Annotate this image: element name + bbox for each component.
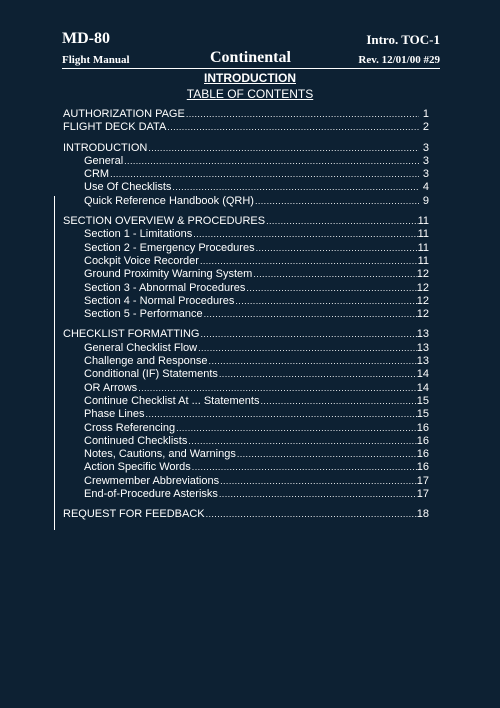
toc-leader-dots — [166, 121, 419, 134]
toc-entry-label: End-of-Procedure Asterisks — [84, 488, 218, 501]
toc-entry-label: CRM — [84, 168, 110, 181]
toc-subentry[interactable] — [63, 295, 429, 308]
toc-subentry[interactable] — [63, 168, 429, 181]
toc-leader-dots — [185, 108, 419, 121]
toc-page-number: 15 — [416, 408, 429, 421]
manual-name: Flight Manual — [62, 54, 130, 66]
toc-leader-dots — [171, 181, 419, 194]
toc-entry-label: Conditional (IF) Statements — [84, 368, 218, 381]
toc-subentry[interactable] — [63, 382, 429, 395]
toc-entry-label: Action Specific Words — [84, 461, 191, 474]
toc-subentry[interactable] — [63, 228, 429, 241]
toc-entry-label: Phase Lines — [84, 408, 145, 421]
toc-entry-label: Quick Reference Handbook (QRH) — [84, 194, 254, 207]
toc-leader-dots — [265, 215, 417, 228]
toc-entry-label: Section 4 - Normal Procedures — [84, 294, 235, 307]
toc-page-number: 12 — [416, 281, 429, 294]
page-subtitle: TABLE OF CONTENTS — [186, 87, 314, 101]
toc-entry-label: General Checklist Flow — [84, 341, 198, 354]
toc-subentry[interactable] — [63, 395, 429, 408]
toc-page-number: 17 — [416, 474, 429, 487]
toc-leader-dots — [147, 142, 419, 155]
toc-leader-dots — [192, 228, 417, 241]
toc-subentry[interactable] — [63, 461, 429, 474]
toc-subentry[interactable] — [63, 355, 429, 368]
toc-entry-label: General — [84, 154, 124, 167]
toc-page-number: 11 — [417, 254, 429, 267]
table-of-contents — [63, 108, 429, 522]
toc-entry-label: INTRODUCTION — [63, 141, 148, 154]
toc-subentry[interactable] — [63, 155, 429, 168]
toc-entry[interactable] — [63, 108, 429, 121]
toc-entry-label: OR Arrows — [84, 381, 138, 394]
page-header — [62, 50, 440, 69]
toc-leader-dots — [259, 395, 416, 408]
toc-entry-label: Crewmember Abbreviations — [84, 474, 220, 487]
toc-page-number: 11 — [417, 215, 429, 228]
toc-subentry[interactable] — [63, 475, 429, 488]
toc-page-number: 16 — [416, 434, 429, 447]
toc-page-number: 11 — [417, 241, 429, 254]
toc-leader-dots — [137, 382, 417, 395]
toc-leader-dots — [187, 435, 416, 448]
toc-subentry[interactable] — [63, 408, 429, 421]
toc-entry-label: Continue Checklist At ... Statements — [84, 394, 260, 407]
toc-leader-dots — [252, 268, 416, 281]
toc-entry[interactable] — [63, 121, 429, 134]
toc-page-number: 3 — [422, 154, 429, 167]
toc-entry[interactable] — [63, 508, 429, 521]
page-title: INTRODUCTION — [204, 71, 296, 85]
toc-leader-dots — [219, 475, 417, 488]
toc-leader-dots — [205, 508, 417, 521]
toc-leader-dots — [236, 448, 417, 461]
toc-entry-label: Ground Proximity Warning System — [84, 268, 253, 281]
toc-page-number: 16 — [416, 461, 429, 474]
toc-subentry[interactable] — [63, 308, 429, 321]
toc-entry-label: Use Of Checklists — [84, 181, 172, 194]
toc-leader-dots — [200, 328, 417, 341]
toc-page-number: 13 — [416, 328, 429, 341]
toc-subentry[interactable] — [63, 422, 429, 435]
toc-page-number: 2 — [422, 121, 429, 134]
airline-name: Continental — [210, 49, 291, 66]
toc-leader-dots — [109, 168, 419, 181]
toc-subentry[interactable] — [63, 255, 429, 268]
toc-entry-label: SECTION OVERVIEW & PROCEDURES — [63, 215, 266, 228]
toc-page-number: 9 — [422, 194, 429, 207]
toc-subentry[interactable] — [63, 195, 429, 208]
toc-subentry[interactable] — [63, 435, 429, 448]
toc-page-number: 18 — [416, 508, 429, 521]
toc-page-number: 16 — [416, 421, 429, 434]
toc-entry-label: Continued Checklists — [84, 434, 188, 447]
toc-page-number: 16 — [416, 448, 429, 461]
toc-page-number: 13 — [416, 341, 429, 354]
toc-entry-label: Section 2 - Emergency Procedures — [84, 241, 255, 254]
toc-leader-dots — [255, 242, 418, 255]
toc-leader-dots — [218, 488, 417, 501]
aircraft-model: MD-80 — [62, 30, 110, 47]
toc-subentry[interactable] — [63, 242, 429, 255]
toc-leader-dots — [208, 355, 417, 368]
toc-entry-label: Cockpit Voice Recorder — [84, 254, 199, 267]
toc-page-number: 12 — [416, 308, 429, 321]
page-id: Intro. TOC-1 — [366, 32, 440, 47]
toc-leader-dots — [175, 422, 417, 435]
toc-leader-dots — [245, 282, 416, 295]
toc-page-number: 13 — [416, 355, 429, 368]
toc-subentry[interactable] — [63, 282, 429, 295]
toc-entry[interactable] — [63, 328, 429, 341]
toc-leader-dots — [254, 195, 419, 208]
toc-leader-dots — [123, 155, 419, 168]
toc-entry-label: CHECKLIST FORMATTING — [63, 328, 200, 341]
toc-page-number: 14 — [416, 368, 429, 381]
toc-subentry[interactable] — [63, 368, 429, 381]
toc-page-number: 17 — [416, 488, 429, 501]
toc-page-number: 3 — [422, 168, 429, 181]
toc-entry-label: Cross Referencing — [84, 421, 176, 434]
toc-leader-dots — [145, 408, 417, 421]
toc-leader-dots — [199, 255, 418, 268]
toc-page-number: 14 — [416, 381, 429, 394]
toc-entry-label: Notes, Cautions, and Warnings — [84, 448, 236, 461]
toc-page-number: 12 — [416, 268, 429, 281]
toc-entry[interactable] — [63, 142, 429, 155]
toc-leader-dots — [234, 295, 416, 308]
toc-leader-dots — [203, 308, 417, 321]
toc-page-number: 15 — [416, 394, 429, 407]
toc-leader-dots — [197, 342, 417, 355]
toc-leader-dots — [191, 461, 417, 474]
toc-page-number: 4 — [422, 181, 429, 194]
toc-subentry[interactable] — [63, 268, 429, 281]
toc-entry-label: AUTHORIZATION PAGE — [63, 108, 185, 120]
toc-entry-label: Section 5 - Performance — [84, 308, 203, 321]
toc-subentry[interactable] — [63, 448, 429, 461]
toc-page-number: 3 — [422, 141, 429, 154]
toc-subentry[interactable] — [63, 181, 429, 194]
toc-page-number: 1 — [422, 108, 429, 120]
toc-entry-label: Section 1 - Limitations — [84, 228, 193, 241]
toc-entry-label: Challenge and Response — [84, 355, 208, 368]
revision-change-bar — [54, 196, 55, 530]
toc-entry[interactable] — [63, 215, 429, 228]
toc-entry-label: Section 3 - Abnormal Procedures — [84, 281, 246, 294]
toc-entry-label: REQUEST FOR FEEDBACK — [63, 508, 205, 521]
toc-subentry[interactable] — [63, 342, 429, 355]
toc-leader-dots — [218, 368, 417, 381]
toc-subentry[interactable] — [63, 488, 429, 501]
toc-page-number: 12 — [416, 294, 429, 307]
toc-page-number: 11 — [417, 228, 429, 241]
toc-entry-label: FLIGHT DECK DATA — [63, 121, 167, 134]
revision-label: Rev. 12/01/00 #29 — [358, 54, 440, 66]
